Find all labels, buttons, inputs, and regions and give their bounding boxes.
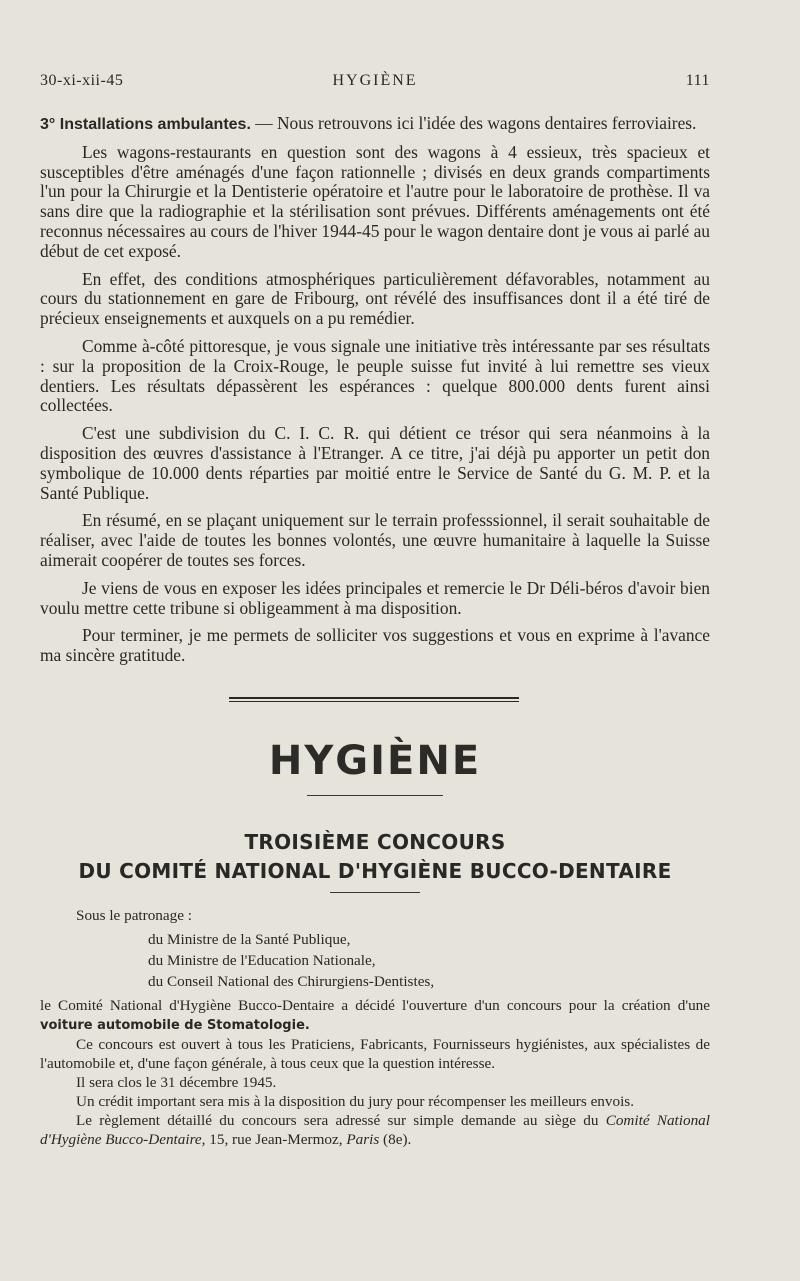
patronage-label: Sous le patronage : <box>76 907 192 924</box>
reglement-end: (8e). <box>379 1131 412 1148</box>
header-title: HYGIÈNE <box>332 72 418 89</box>
section-title: HYGIÈNE <box>268 738 482 784</box>
concours-paragraph: Il sera clos le 31 décembre 1945. <box>76 1074 277 1091</box>
decision-text: le Comité National d'Hygiène Bucco-Dentaire a décidé l'ouverture d'un concours pour la création d'une <box>40 997 710 1014</box>
page-number: 111 <box>685 72 710 89</box>
section-divider-thin <box>229 701 519 702</box>
item-paragraph <box>40 114 710 135</box>
body-paragraph: C'est une subdivision du C. I. C. R. qui détient ce trésor qui sera néanmoins à la disposition des œuvres d'assistance à l'Etranger. A ce titre, j'ai déjà pu apporter un petit don symbolique de 10.000 dents réparties par moitié entre le Service de Santé du G. M. P. et la Santé Publique. <box>40 423 710 503</box>
patron-item: du Conseil National des Chirurgiens-Dentistes, <box>148 973 435 990</box>
concours-paragraph: Ce concours est ouvert à tous les Praticiens, Fabricants, Fournisseurs hygiénistes, aux spécialistes de l'automobile et, d'une façon générale, à tous ceux que la question intéresse. <box>40 1036 710 1072</box>
section-divider <box>229 697 519 699</box>
reglement-address: 15, rue Jean-Mermoz, <box>205 1131 347 1148</box>
patron-item: du Ministre de l'Education Nationale, <box>148 952 376 969</box>
concours-paragraph: Un crédit important sera mis à la disposition du jury pour récompenser les meilleurs envois. <box>76 1093 635 1110</box>
concours-heading-line2: DU COMITÉ NATIONAL D'HYGIÈNE BUCCO-DENTAIRE <box>78 859 672 883</box>
body-paragraph: Je viens de vous en exposer les idées principales et remercie le Dr Déli-béros d'avoir bien voulu mettre cette tribune si obligeamment à ma disposition. <box>40 577 710 618</box>
reglement-city: Paris <box>346 1131 380 1148</box>
reglement-paragraph <box>40 1111 710 1149</box>
header-date: 30-xi-xii-45 <box>40 72 124 89</box>
concours-heading <box>0 828 750 886</box>
body-paragraph: Comme à-côté pittoresque, je vous signale une initiative très intéressante par ses résultats : sur la proposition de la Croix-Rouge, le peuple suisse fut invité à lui remettre ses vieux dentiers. Les résultats dépassèrent les espérances : quelque 800.000 dents furent ainsi collectées. <box>40 335 710 416</box>
reglement-text: Le règlement détaillé du concours sera adressé sur simple demande au siège du <box>76 1112 606 1129</box>
body-paragraph: En résumé, en se plaçant uniquement sur le terrain professsionnel, il serait souhaitable de réaliser, avec l'aide de toutes les bonnes volontés, une œuvre humanitaire à laquelle la Suisse aimerait coopérer de toutes ses forces. <box>40 510 710 570</box>
body-paragraph: Pour terminer, je me permets de solliciter vos suggestions et vous en exprime à l'avance ma sincère gratitude. <box>40 625 710 666</box>
heading-underline <box>330 892 420 893</box>
decision-paragraph <box>40 996 710 1035</box>
reglement-org: Comité National d'Hygiène Bucco-Dentaire, <box>40 1112 710 1148</box>
running-header <box>40 72 710 94</box>
item-rest: — Nous retrouvons ici l'idée des wagons dentaires ferroviaires. <box>250 113 697 133</box>
item-heading: 3° Installations ambulantes. <box>40 116 251 133</box>
article-body <box>40 114 710 674</box>
body-paragraph: Les wagons-restaurants en question sont des wagons à 4 essieux, très spacieux et susceptibles d'être aménagés d'une façon rationnelle ; divisés en deux grands compartiments l'un pour la Chirurgie et la Dentisterie opératoire et l'autre pour le laboratoire de prothèse. Il va sans dire que la radiographie et la stérilisation sont prévues. Différents aménagements ont été reconnus nécessaires au cours de l'hiver 1944-45 pour le wagon dentaire dont je vous ai parlé au début de cet exposé. <box>40 141 710 261</box>
title-underline <box>307 795 443 796</box>
concours-body <box>40 906 710 1149</box>
decision-bold: voiture automobile de Stomatologie. <box>40 1018 310 1033</box>
concours-heading-line1: TROISIÈME CONCOURS <box>244 830 506 854</box>
patron-item: du Ministre de la Santé Publique, <box>148 931 351 948</box>
body-paragraph: En effet, des conditions atmosphériques particulièrement défavorables, notamment au cours du stationnement en gare de Fribourg, ont révélé des insuffisances dont il a été tiré de précieux enseignements et auxquels on a pu remédier. <box>40 268 710 329</box>
